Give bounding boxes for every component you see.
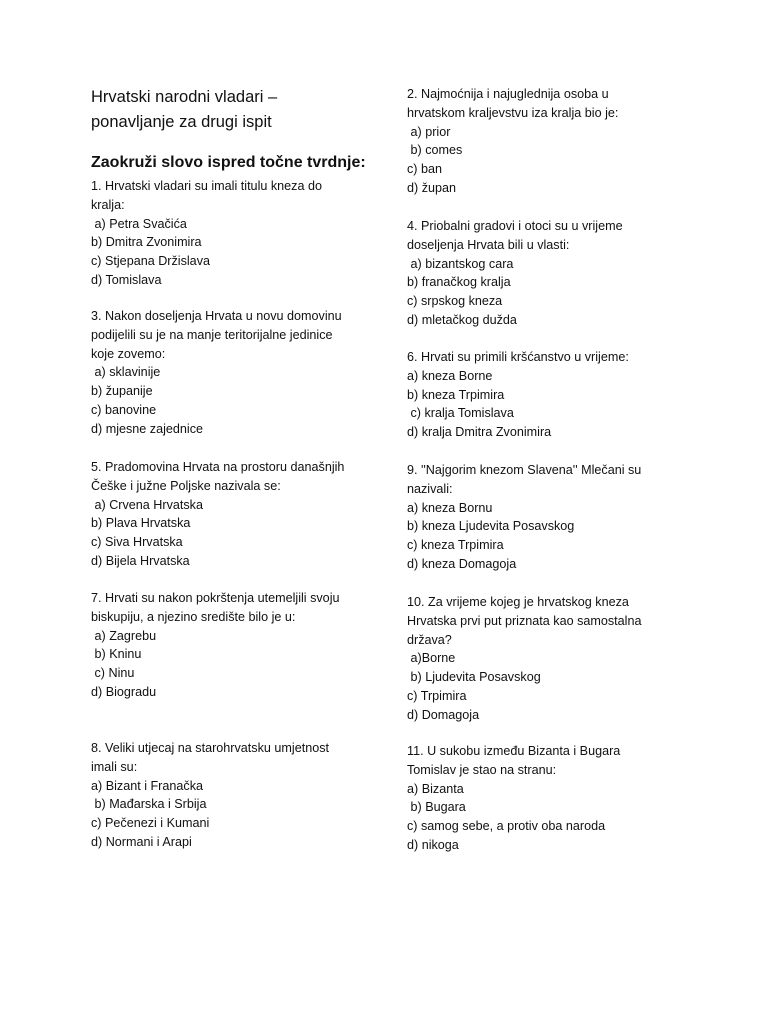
question-stem: 8. Veliki utjecaj na starohrvatsku umjetnost imali su: [91,741,330,774]
answer-option: a) kneza Borne [407,368,493,383]
answer-option: a) Bizant i Franačka [91,778,203,793]
question-stem: 1. Hrvatski vladari su imali titulu kneza do kralja: [91,179,322,212]
answer-option: c) Ninu [91,666,135,681]
answer-option: d) Tomislava [91,272,162,287]
question-3 [91,307,391,439]
answer-option: c) Pečenezi i Kumani [91,816,210,831]
answer-option: d) kralja Dmitra Zvonimira [407,425,552,440]
answer-option: a) Zagrebu [91,628,157,643]
question-stem: 2. Najmoćnija i najuglednija osoba u hrvatskom kraljevstvu iza kralja bio je: [407,87,619,120]
answer-option: d) mletačkog dužda [407,312,517,327]
answer-option: d) Biogradu [91,684,157,699]
question-stem: 10. Za vrijeme kojeg je hrvatskog kneza Hrvatska prvi put priznata kao samostalna država? [407,595,642,647]
answer-option: b) franačkog kralja [407,275,511,290]
answer-option: d) kneza Domagoja [407,556,517,571]
answer-option: b) županije [91,384,153,399]
answer-option: b) Dmitra Zvonimira [91,235,202,250]
answer-option: a) Bizanta [407,781,464,796]
answer-option: c) Siva Hrvatska [91,535,183,550]
question-6 [407,348,707,442]
question-stem: 4. Priobalni gradovi i otoci su u vrijeme doseljenja Hrvata bili u vlasti: [407,219,623,252]
question-stem: 5. Pradomovina Hrvata na prostoru današnjih Češke i južne Poljske nazivala se: [91,460,345,493]
question-1 [91,177,391,290]
answer-option: d) mjesne zajednice [91,421,204,436]
answer-option: d) Normani i Arapi [91,834,192,849]
question-stem: 6. Hrvati su primili kršćanstvo u vrijeme: [407,350,629,364]
answer-option: d) Domagoja [407,707,480,722]
question-stem: 3. Nakon doseljenja Hrvata u novu domovinu podijelili su je na manje teritorijalne jedinice koje zovemo: [91,309,342,361]
answer-option: a) Petra Svačića [91,216,187,231]
question-4 [407,217,707,330]
answer-option: c) kneza Trpimira [407,538,504,553]
question-5 [91,458,391,571]
answer-option: c) Stjepana Držislava [91,254,210,269]
answer-option: b) Ljudevita Posavskog [407,670,541,685]
answer-option: c) srpskog kneza [407,294,503,309]
page-title: Hrvatski narodni vladari – ponavljanje za drugi ispit [91,88,278,131]
question-7 [91,589,391,702]
answer-option: d) Bijela Hrvatska [91,553,190,568]
answer-option: c) ban [407,162,443,177]
answer-option: d) nikoga [407,837,459,852]
answer-option: b) kneza Trpimira [407,387,505,402]
answer-option: a) sklavinije [91,365,161,380]
answer-option: d) župan [407,180,457,195]
question-10 [407,593,707,725]
answer-option: c) banovine [91,402,157,417]
answer-option: b) Bugara [407,800,466,815]
question-9 [407,461,707,574]
answer-option: c) kralja Tomislava [407,406,514,421]
question-stem: 9. ''Najgorim knezom Slavena'' Mlečani su nazivali: [407,463,642,496]
question-stem: 7. Hrvati su nakon pokrštenja utemeljili svoju biskupiju, a njezino središte bilo je u: [91,591,340,624]
answer-option: a) bizantskog cara [407,256,514,271]
answer-option: b) kneza Ljudevita Posavskog [407,519,575,534]
question-2 [407,85,707,198]
answer-option: b) Kninu [91,647,142,662]
question-8 [91,739,391,852]
question-11 [407,742,707,855]
answer-option: a)Borne [407,651,456,666]
answer-option: b) Mađarska i Srbija [91,797,207,812]
answer-option: b) Plava Hrvatska [91,516,191,531]
answer-option: a) prior [407,124,451,139]
answer-option: a) Crvena Hrvatska [91,497,203,512]
question-stem: 11. U sukobu između Bizanta i Bugara Tomislav je stao na stranu: [407,744,621,777]
answer-option: b) comes [407,143,463,158]
instruction-heading: Zaokruži slovo ispred točne tvrdnje: [91,154,366,171]
answer-option: a) kneza Bornu [407,500,493,515]
answer-option: c) samog sebe, a protiv oba naroda [407,819,606,834]
answer-option: c) Trpimira [407,688,467,703]
